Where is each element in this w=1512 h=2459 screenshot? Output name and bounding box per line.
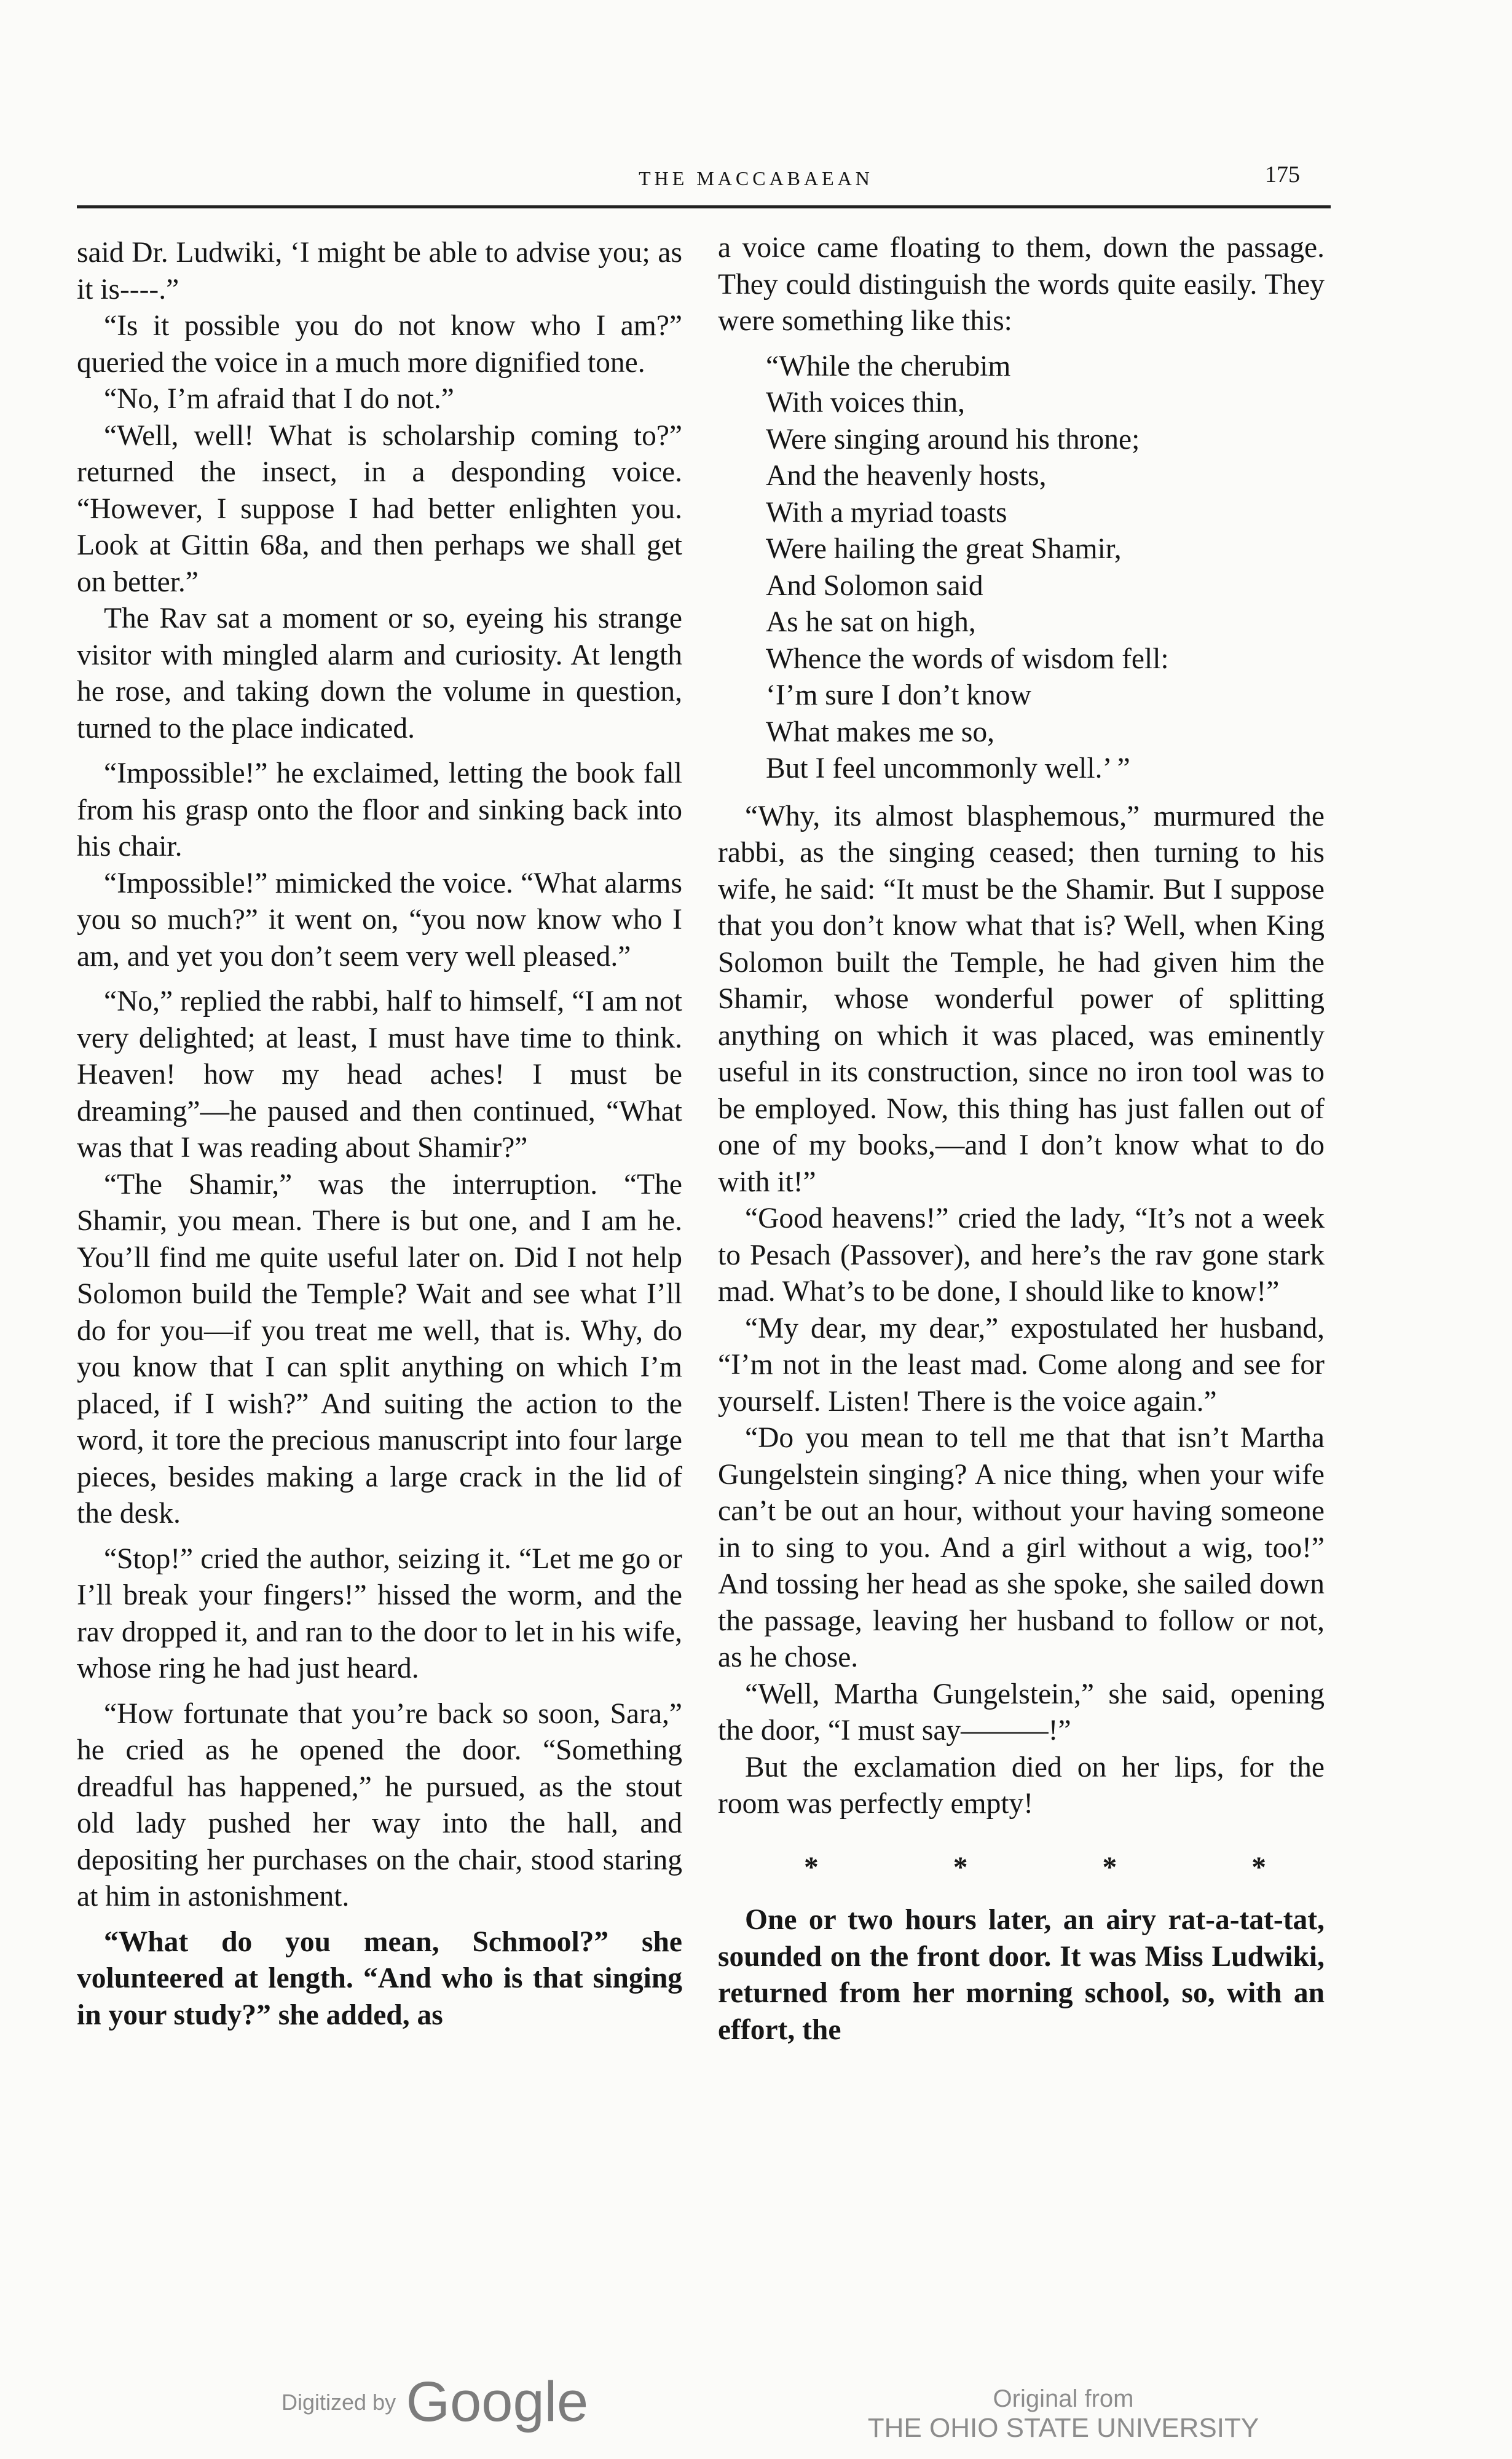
paragraph: “My dear, my dear,” expostulated her husband, “I’m not in the least mad. Come along and see for yourself. Listen! There is the voice again.”	[718, 1312, 1325, 1418]
paragraph: “The Shamir,” was the interruption. “The Shamir, you mean. There is but one, and I am he. You’ll find me quite useful later on. Did I not help Solomon build the Temple? Wait and see what I’ll do for you—if you treat me well, that is. Why, do you know that I can split anything on which I’m placed, if I wish?” And suiting the action to the word, it tore the precious manuscript into four large pieces, besides making a large crack in the lid of the desk.	[77, 1168, 682, 1529]
poem-line: With a myriad toasts	[766, 496, 1007, 529]
poem	[766, 349, 1325, 787]
poem-line: ‘I’m sure I don’t know	[766, 679, 1031, 711]
paragraph: “Well, well! What is scholarship coming to?” returned the insect, in a desponding voice. “However, I suppose I had better enlighten you. Look at Gittin 68a, and then perhaps we shall get on better.”	[77, 419, 682, 598]
original-from-watermark	[848, 2385, 1278, 2444]
paragraph: “What do you mean, Schmool?” she volunteered at length. “And who is that singing in your study?” she added, as	[77, 1925, 682, 2031]
page-number: 175	[1265, 162, 1300, 187]
paragraph: “Stop!” cried the author, seizing it. “Let me go or I’ll break your fingers!” hissed the worm, and the rav dropped it, and ran to the door to let in his wife, whose ring he had just heard.	[77, 1542, 682, 1684]
paragraph: “Is it possible you do not know who I am?” queried the voice in a much more dignified tone.	[77, 310, 682, 379]
header-rule	[77, 205, 1331, 208]
poem-line: Whence the words of wisdom fell:	[766, 642, 1169, 675]
paragraph: “No, I’m afraid that I do not.”	[104, 383, 454, 415]
right-column	[718, 230, 1325, 2048]
running-header-title: THE MACCABAEAN	[639, 167, 873, 189]
digitized-by-text: Digitized by	[282, 2390, 396, 2415]
paragraph: “Why, its almost blasphemous,” murmured the rabbi, as the singing ceased; then turning to his wife, he said: “It must be the Shamir. But I suppose that you don’t know what that is? Well, when King Solomon built the Temple, he had given him the Shamir, whose wonderful power of splitting anything on which it was placed, was eminently useful in its construction, since no iron tool was to be employed. Now, this thing has just fallen out of one of my books,—and I don’t know what to do with it!”	[718, 800, 1325, 1198]
separator-asterisk: *	[953, 1851, 968, 1884]
paragraph: “Well, Martha Gungelstein,” she said, opening the door, “I must say———!”	[718, 1678, 1325, 1747]
paragraph: “Impossible!” he exclaimed, letting the book fall from his grasp onto the floor and sinking back into his chair.	[77, 757, 682, 862]
google-logo: Google	[406, 2370, 589, 2433]
paragraph: The Rav sat a moment or so, eyeing his strange visitor with mingled alarm and curiosity. At length he rose, and taking down the volume in question, turned to the place indicated.	[77, 602, 682, 744]
paragraph: said Dr. Ludwiki, ‘I might be able to advise you; as it is----.”	[77, 237, 682, 306]
university-text: THE OHIO STATE UNIVERSITY	[867, 2413, 1259, 2443]
paragraph: “Do you mean to tell me that that isn’t Martha Gungelstein singing? A nice thing, when your wife can’t be out an hour, without your having someone in to sing to you. And a girl without a wig, too!” And tossing her head as she spoke, she sailed down the passage, leaving her husband to follow or not, as he chose.	[718, 1422, 1325, 1673]
original-from-text: Original from	[993, 2385, 1134, 2412]
poem-line: What makes me so,	[766, 716, 994, 748]
paragraph: “Good heavens!” cried the lady, “It’s not a week to Pesach (Passover), and here’s the rav gone stark mad. What’s to be done, I should like to know!”	[718, 1202, 1325, 1308]
poem-line: Were hailing the great Shamir,	[766, 533, 1122, 565]
separator-asterisk: *	[804, 1851, 819, 1884]
left-column	[77, 235, 682, 2034]
paragraph: a voice came floating to them, down the passage. They could distinguish the words quite easily. They were something like this:	[718, 232, 1325, 337]
section-separator	[718, 1850, 1325, 1887]
poem-line: With voices thin,	[766, 387, 965, 419]
paragraph: “No,” replied the rabbi, half to himself, “I am not very delighted; at least, I must have time to think. Heaven! how my head aches! I must be dreaming”—he paused and then continued, “What was that I was reading about Shamir?”	[77, 985, 682, 1164]
poem-line: “While the cherubim	[766, 350, 1011, 382]
poem-line: Were singing around his throne;	[766, 423, 1140, 456]
poem-line: And Solomon said	[766, 569, 983, 602]
digitized-by-watermark	[282, 2370, 588, 2434]
paragraph: But the exclamation died on her lips, for the room was perfectly empty!	[718, 1751, 1325, 1820]
poem-line: But I feel uncommonly well.’ ”	[766, 752, 1130, 784]
poem-line: As he sat on high,	[766, 606, 976, 638]
separator-asterisk: *	[1102, 1851, 1117, 1884]
paragraph: One or two hours later, an airy rat-a-tat-tat, sounded on the front door. It was Miss Ludwiki, returned from her morning school, so, with an effort, the	[718, 1904, 1325, 2046]
poem-line: And the heavenly hosts,	[766, 460, 1047, 492]
separator-asterisk: *	[1251, 1851, 1266, 1884]
paragraph: “How fortunate that you’re back so soon, Sara,” he cried as he opened the door. “Something dreadful has happened,” he pursued, as the stout old lady pushed her way into the hall, and depositing her purchases on the chair, stood staring at him in astonishment.	[77, 1697, 682, 1912]
paragraph: “Impossible!” mimicked the voice. “What alarms you so much?” it went on, “you now know who I am, and yet you don’t seem very well pleased.”	[77, 867, 682, 973]
